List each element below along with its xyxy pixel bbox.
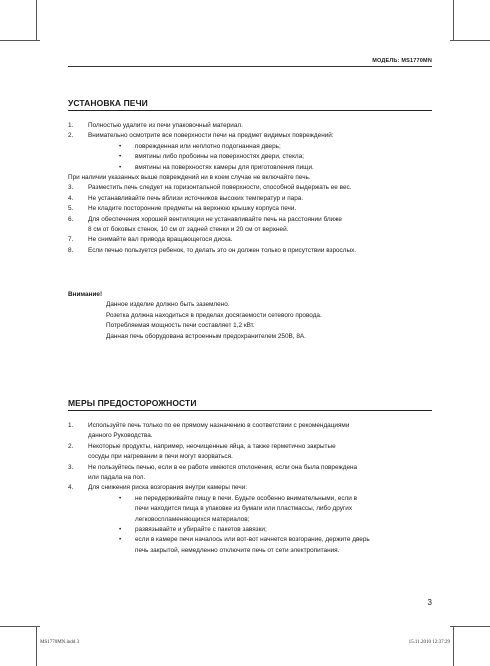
list-item: 4. Не устанавливайте печь вблизи источников высоких температур и пара. [68,194,304,202]
model-label: МОДЕЛЬ: MS1770MN [372,58,432,64]
precautions-list [68,421,432,556]
crop-mark [0,626,40,627]
bullet-item: • если в камере печи началось или вот-вот начнется возгорание, держите дверь [119,536,370,544]
bullet-item: • не передерживайте пищу в печи. Будьте особенно внимательными, если в [119,494,358,502]
list-item-continuation: 8 см от боковых стенок, 10 см от задней стенки и 20 см от верхней. [88,226,289,234]
page-number: 3 [427,598,432,607]
list-item: 1. Полностью удалите из печи упаковочный материал. [68,122,243,129]
list-item: 6. Для обеспечения хорошей вентиляции не устанавливайте печь на расстоянии ближе [68,215,342,223]
bullet-item-continuation: легковоспламеняющихся материалов; [135,515,250,523]
crop-mark [36,0,37,40]
list-item: 2. Некоторые продукты, например, неочищенные яйца, а также герметично закрытые [68,442,336,450]
warning-line: Потребляемая мощность печи составляет 1,2 кВт. [106,322,255,330]
section-title-installation: УСТАНОВКА ПЕЧИ [68,98,148,108]
crop-mark [36,626,37,666]
list-item: 8. Если печью пользуется ребенок, то делать это он должен только в присутствии взрослых. [68,246,357,254]
bullet-item: • вмятины либо пробоины на поверхностях двери, стекла; [119,153,304,161]
section-title-precautions: МЕРЫ ПРЕДОСТОРОЖНОСТИ [68,398,197,408]
bullet-item-continuation: печи находится пища в упаковке из бумаги или пластмассы, либо других [135,505,353,513]
warning-line: Данное изделие должно быть заземлено. [106,301,230,309]
list-item: 4. Для снижения риска возгорания внутри камеры печи: [68,484,248,492]
list-item-continuation: данного Руководства. [88,432,153,440]
warning-line: Розетка должна находиться в пределах досягаемости сетевого провода. [106,311,322,319]
footer-file: MS1770MN.indd 3 [40,640,80,645]
footer-date: 15.11.2010 12:37:29 [408,640,450,645]
list-item-continuation: сосуды при нагревании в печи могут взорваться. [88,453,233,461]
warning-line: Данная печь оборудована встроенным предохранителем 250В, 8А. [106,332,306,340]
bullet-item: • развязывайте и убирайте с пакетов завязки; [119,526,267,534]
section-rule [68,410,432,411]
installation-list [68,121,432,256]
bullet-item-continuation: печь закрытой, немедленно отключите печь от сети электропитания. [135,546,340,554]
warning-title: Внимание! [68,291,103,298]
crop-mark [450,40,490,41]
list-item-continuation: или падала на пол. [88,474,146,482]
list-item: 3. Не пользуйтесь печью, если в ее работе имеются отклонения, если она была повреждена [68,463,358,471]
crop-mark [0,40,40,41]
header-rule [68,66,432,67]
list-item: 1. Используйте печь только по ее прямому назначению в соответствии с рекомендациями [68,422,350,429]
list-item: 5. Не кладите посторонние предметы на верхнюю крышку корпуса печи. [68,205,297,213]
list-item: 3. Разместить печь следует на горизонтальной поверхности, способной выдержать ее вес. [68,184,352,192]
crop-mark [453,0,454,40]
bullet-item: • вмятины на поверхностях камеры для приготовления пищи. [119,163,314,171]
list-item: 2. Внимательно осмотрите все поверхности печи на предмет видимых повреждений: [68,132,334,140]
warning-block [68,290,432,342]
crop-mark [450,626,490,627]
section-rule [68,110,432,111]
damage-note: При наличии указанных выше повреждений ни в коем случае не включайте печь. [68,174,311,182]
crop-mark [453,626,454,666]
bullet-item: • поврежденная или неплотно подогнанная дверь; [119,142,281,150]
list-item: 7. Не снимайте вал привода вращающегося диска. [68,236,233,244]
